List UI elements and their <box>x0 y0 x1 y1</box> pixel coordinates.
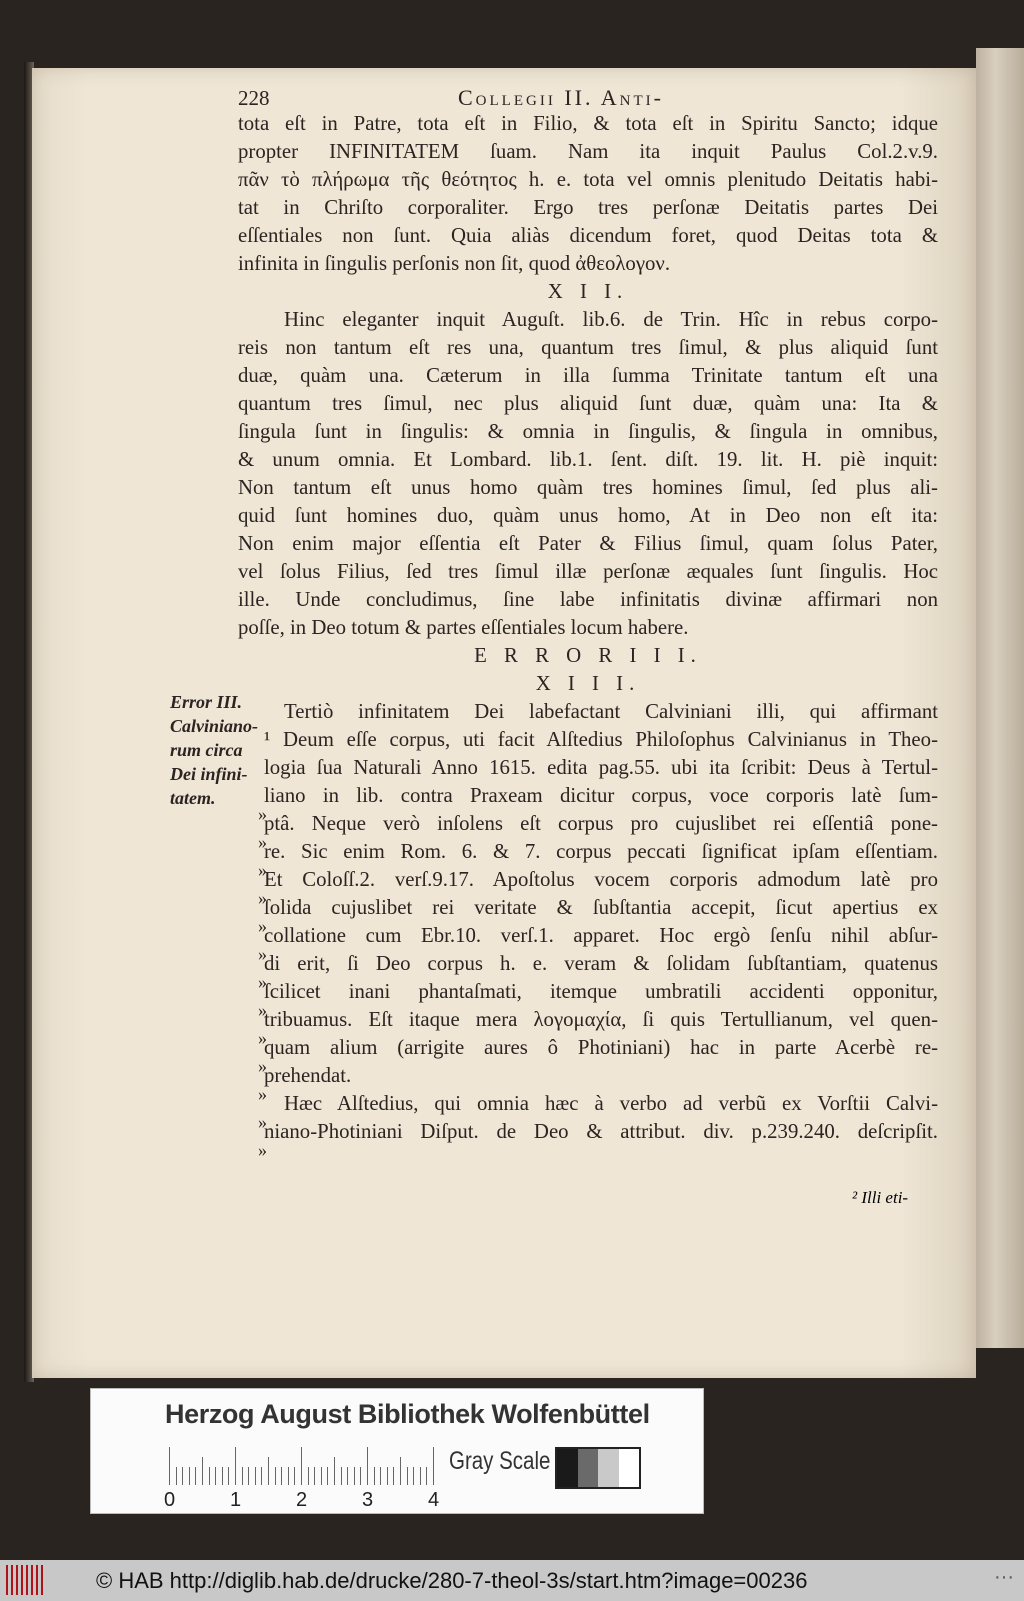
ruler-tick <box>347 1467 348 1485</box>
ruler-tick <box>248 1467 249 1485</box>
ruler-tick <box>202 1457 203 1485</box>
running-head: Collegii II. Anti- <box>458 85 664 110</box>
ruler-tick <box>413 1467 414 1485</box>
hab-logo-icon <box>6 1565 46 1595</box>
ruler-tick <box>195 1467 196 1485</box>
ruler-tick <box>228 1467 229 1485</box>
ruler-tick <box>268 1457 269 1485</box>
text-line: poſſe, in Deo totum & partes eſſentiales locum habere. <box>238 616 689 639</box>
paragraph-b <box>238 306 938 642</box>
margin-note-line: rum circa <box>170 740 243 760</box>
ruler-tick <box>242 1467 243 1485</box>
ruler-tick <box>301 1447 302 1485</box>
ruler-tick <box>367 1447 368 1485</box>
text-line: Hinc eleganter inquit Auguſt. lib.6. de Trin. Hîc in rebus corpo- <box>284 308 938 331</box>
page-number: 228 <box>238 86 270 110</box>
ruler-tick <box>308 1467 309 1485</box>
quote-line: quam alium (arrigite aures ô Photiniani) hac in parte Acerbè re- <box>264 1036 938 1059</box>
section-heading-xiii: X I I I. <box>535 672 641 695</box>
text-line: niano-Photiniani Diſput. de Deo & attribut. div. p.239.240. deſcripſit. <box>264 1120 938 1143</box>
viewer-footer <box>0 1560 1024 1601</box>
ruler-tick <box>189 1467 190 1485</box>
text-line: & unum omnia. Et Lombard. lib.1. ſent. diſt. 19. lit. H. piè inquit: <box>238 448 938 471</box>
ruler-number: 0 <box>164 1489 176 1511</box>
ruler-tick <box>176 1467 177 1485</box>
ruler-tick <box>215 1467 216 1485</box>
ruler-tick <box>327 1467 328 1485</box>
text-line: Non tantum eſt unus homo quàm tres homines ſimul, ſed plus ali- <box>238 476 938 499</box>
error-heading: E R R O R I I I. <box>474 644 702 667</box>
ruler-tick <box>182 1467 183 1485</box>
ruler-number: 2 <box>296 1489 308 1511</box>
ruler-tick <box>321 1467 322 1485</box>
ruler-tick <box>169 1447 170 1485</box>
ruler-tick <box>288 1467 289 1485</box>
section-heading-xii: X I I. <box>547 280 629 303</box>
quote-line: ſolida cujuslibet rei veritate & ſubſtantia accepit, ſicut apertius ex <box>264 896 938 919</box>
gray-swatch <box>598 1449 619 1487</box>
catchword: ² Illi eti- <box>852 1188 909 1207</box>
margin-note-line: Dei infini- <box>170 764 248 784</box>
text-line: duæ, quàm una. Cæterum in illa ſumma Trinitate tantum eſt una <box>238 364 938 387</box>
text-line: ille. Unde concludimus, ſine labe infinitatis divinæ affirmari non <box>238 588 938 611</box>
text-line: Non enim major eſſentia eſt Pater & Filius ſimul, quam ſolus Pater, <box>238 532 938 555</box>
ruler-tick <box>393 1467 394 1485</box>
ruler-tick <box>235 1447 236 1485</box>
quote-line: liano in lib. contra Praxeam dicitur corpus, voce corporis latè ſum- <box>264 784 938 807</box>
institution-name: Herzog August Bibliothek Wolfenbüttel <box>165 1399 650 1429</box>
ruler-tick <box>360 1467 361 1485</box>
gray-swatch <box>557 1449 578 1487</box>
ruler-tick <box>261 1467 262 1485</box>
ruler-number: 1 <box>230 1489 242 1511</box>
text-line: reis non tantum eſt res una, quantum tres ſimul, & plus aliquid ſunt <box>238 336 938 359</box>
permalink[interactable]: © HAB http://diglib.hab.de/drucke/280-7-theol-3s/start.htm?image=00236 <box>96 1568 808 1593</box>
text-line: Hæc Alſtedius, qui omnia hæc à verbo ad verbũ ex Vorſtii Calvi- <box>284 1092 938 1115</box>
gray-swatch <box>578 1449 599 1487</box>
library-color-card <box>90 1388 704 1514</box>
ruler-tick <box>400 1457 401 1485</box>
quote-line: collatione cum Ebr.10. verſ.1. apparet. Hoc ergò ſenſu nihil abſur- <box>264 924 938 947</box>
ruler-tick <box>374 1467 375 1485</box>
ruler-tick <box>420 1467 421 1485</box>
text-line: quantum tres ſimul, nec plus aliquid ſunt duæ, quàm una: Ita & <box>238 392 938 415</box>
ruler-tick <box>433 1447 434 1485</box>
next-page-edge <box>976 48 1024 1348</box>
text-line: vel ſolus Filius, ſed tres ſimul illæ perſonæ æquales ſunt ſingulis. Hoc <box>238 560 938 583</box>
ruler-tick <box>426 1467 427 1485</box>
paragraph-c <box>238 698 938 1090</box>
quote-line: ſcilicet inani phantaſmati, itemque umbratili accidenti opponitur, <box>264 980 938 1003</box>
text-line: eſſentiales non ſunt. Quia aliàs dicendum foret, quod Deitas tota & <box>238 224 938 247</box>
text-line: Tertiò infinitatem Dei labefactant Calviniani illi, qui affirmant <box>284 700 938 723</box>
text-line: propter INFINITATEM ſuam. Nam ita inquit Paulus Col.2.v.9. <box>238 140 938 163</box>
ruler-number: 3 <box>362 1489 374 1511</box>
quote-line: ptâ. Neque verò inſolens eſt corpus pro cujuslibet rei eſſentiâ pone- <box>264 812 938 835</box>
paragraph-d <box>238 1090 938 1146</box>
ruler-tick <box>281 1467 282 1485</box>
gray-scale-label: Gray Scale <box>449 1447 551 1475</box>
ruler-tick <box>209 1467 210 1485</box>
ruler-tick <box>275 1467 276 1485</box>
quote-line: di erit, ſi Deo corpus h. e. veram & ſolidam ſubſtantiam, quatenus <box>264 952 938 975</box>
scale-ruler <box>164 1447 440 1511</box>
ruler-tick <box>255 1467 256 1485</box>
margin-note <box>170 690 270 810</box>
page-text <box>238 82 938 1146</box>
quotation-marks: » » » » » » » » » » » » » <box>258 804 267 1160</box>
ruler-number: 4 <box>428 1489 440 1511</box>
ruler-tick <box>294 1467 295 1485</box>
quote-line: Et Coloſſ.2. verſ.9.17. Apoſtolus vocem corporis admodum latè pro <box>264 868 938 891</box>
ruler-tick <box>314 1467 315 1485</box>
gray-swatch <box>619 1449 640 1487</box>
paragraph-a <box>238 110 938 278</box>
ruler-tick <box>387 1467 388 1485</box>
ruler-tick <box>407 1467 408 1485</box>
ruler-tick <box>341 1467 342 1485</box>
ruler-tick <box>222 1467 223 1485</box>
text-line: ſingula ſunt in ſingulis: & omnia in ſingulis, & ſingula in omnibus, <box>238 420 938 443</box>
gray-scale-swatches <box>555 1447 641 1489</box>
text-line: quid ſunt homines duo, quàm unus homo, At in Deo non eſt ita: <box>238 504 938 527</box>
more-menu-icon[interactable]: ··· <box>994 1566 1014 1588</box>
quote-line: prehendat. <box>264 1064 352 1087</box>
ruler-tick <box>354 1467 355 1485</box>
quote-line: tribuamus. Eſt itaque mera λογομαχία, ſi quis Tertullianum, vel quen- <box>264 1008 938 1031</box>
page-header <box>238 82 938 110</box>
ruler-tick <box>334 1457 335 1485</box>
quote-line: ¹ Deum eſſe corpus, uti facit Alſtedius Philoſophus Calvinianus in Theo- <box>264 728 938 751</box>
ruler-tick <box>380 1467 381 1485</box>
quote-line: re. Sic enim Rom. 6. & 7. corpus peccati ſignificat ipſam eſſentiam. <box>264 840 938 863</box>
text-line: tat in Chriſto corporaliter. Ergo tres perſonæ Deitatis partes Dei <box>238 196 938 219</box>
quote-line: logia ſua Naturali Anno 1615. edita pag.55. ubi ita ſcribit: Deus à Tertul- <box>264 756 938 779</box>
text-line: infinita in ſingulis perſonis non ſit, quod ἀθεολογον. <box>238 252 671 275</box>
text-line: tota eſt in Patre, tota eſt in Filio, & tota eſt in Spiritu Sancto; idque <box>238 112 938 135</box>
margin-note-line: tatem. <box>170 788 216 808</box>
margin-note-line: Error III. <box>170 692 243 712</box>
text-line: πᾶν τὸ πλήρωμα τῆς θεότητος h. e. tota vel omnis plenitudo Deitatis habi- <box>238 168 938 191</box>
margin-note-line: Calviniano- <box>170 716 259 736</box>
